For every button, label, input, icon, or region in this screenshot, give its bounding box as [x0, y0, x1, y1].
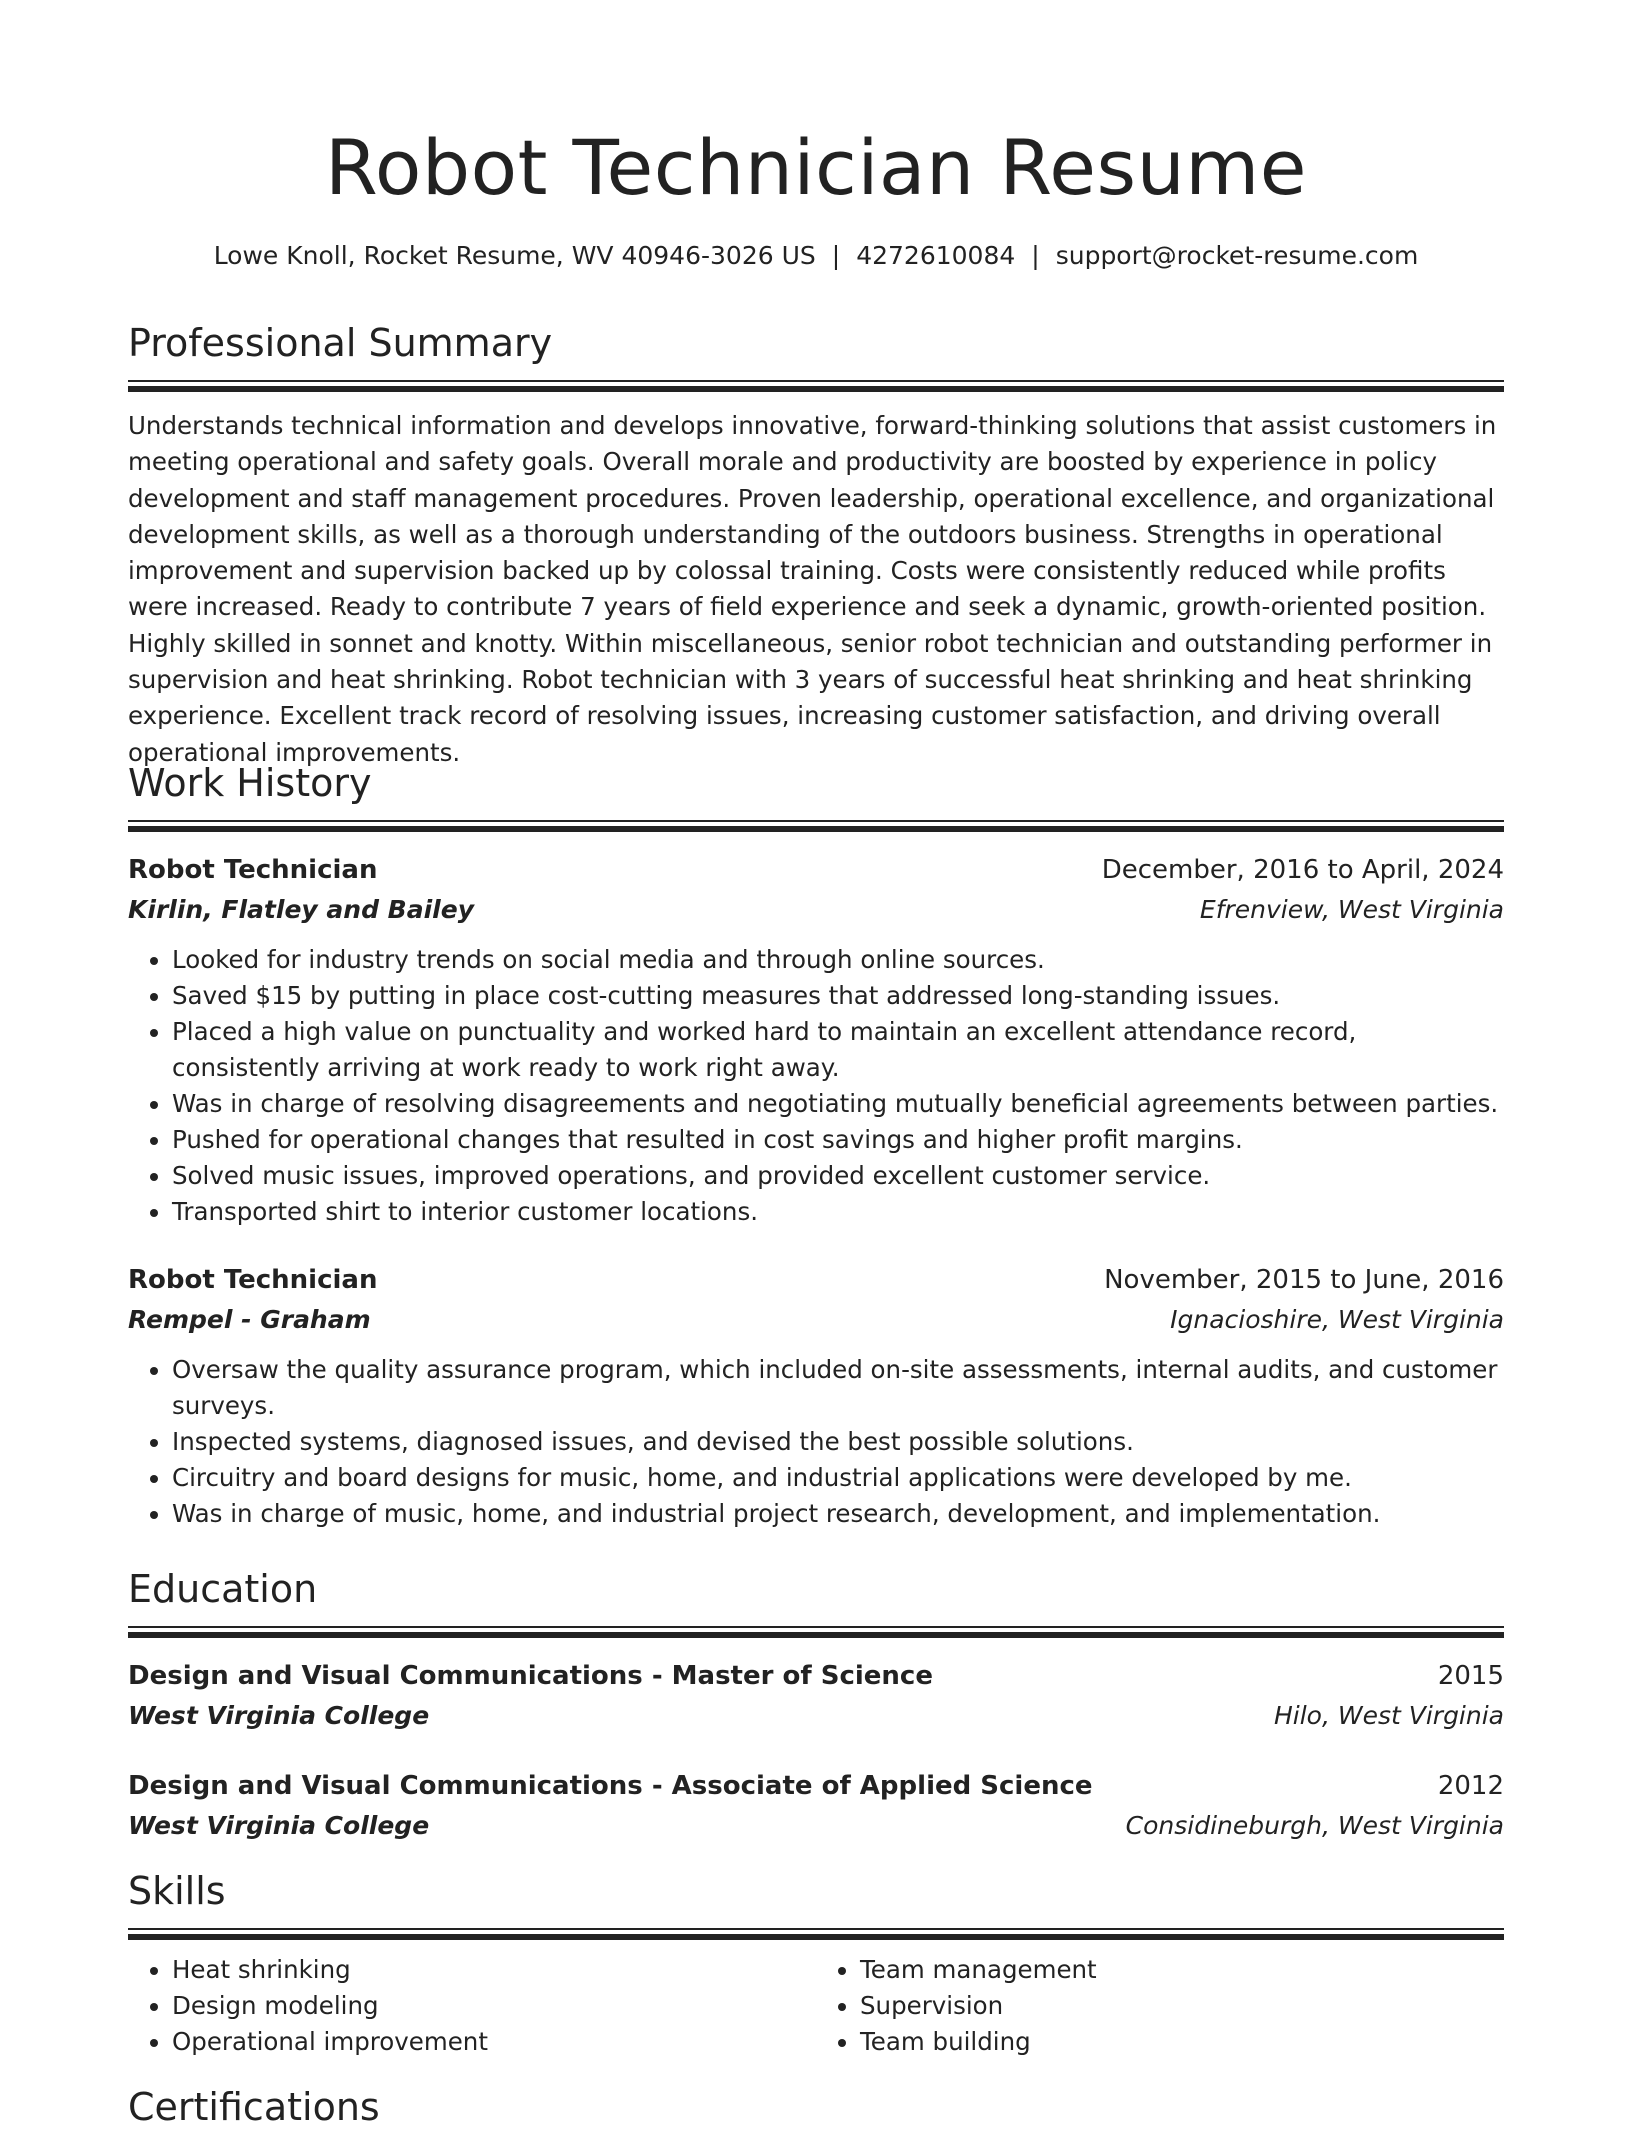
school-name: West Virginia College — [128, 1811, 430, 1840]
job-location: Ignacioshire, West Virginia — [1170, 1305, 1504, 1334]
skills-column-right — [816, 1952, 1504, 2060]
school-location: Hilo, West Virginia — [1273, 1701, 1504, 1730]
contact-separator: | — [831, 241, 841, 270]
school-name: West Virginia College — [128, 1701, 430, 1730]
school-location: Considineburgh, West Virginia — [1125, 1811, 1504, 1840]
list-item: • Pushed for operational changes that resulted in cost savings and higher profit margins. — [172, 1122, 1504, 1158]
resume-title: Robot Technician Resume — [324, 123, 1308, 212]
skill-item: • Heat shrinking — [172, 1952, 816, 1988]
contact-separator: | — [1031, 241, 1040, 270]
job-location: Efrenview, West Virginia — [1199, 895, 1504, 924]
contact-email: support@rocket-resume.com — [1055, 241, 1419, 270]
education-entry — [128, 1766, 1504, 1846]
skills-column-left — [128, 1952, 816, 2060]
list-item: • Solved music issues, improved operations, and provided excellent customer service. — [172, 1158, 1504, 1194]
list-item: • Was in charge of music, home, and industrial project research, development, and implementation. — [172, 1496, 1504, 1532]
section-divider — [128, 820, 1504, 832]
contact-line — [128, 238, 1504, 274]
job-entry — [128, 1260, 1504, 1532]
section-heading: Certifications — [128, 2085, 380, 2129]
skills-grid — [128, 1952, 1504, 2060]
section-heading: Education — [128, 1567, 318, 1611]
contact-address: Lowe Knoll, Rocket Resume, WV 40946-3026 US — [213, 241, 816, 270]
job-dates: December, 2016 to April, 2024 — [1101, 855, 1504, 885]
skill-item: • Team management — [860, 1952, 1504, 1988]
section-education — [128, 1564, 1504, 1846]
skill-item: • Design modeling — [172, 1988, 816, 2024]
contact-phone: 4272610084 — [856, 241, 1016, 270]
job-dates: November, 2015 to June, 2016 — [1104, 1265, 1504, 1295]
job-entry — [128, 850, 1504, 1230]
list-item: • Placed a high value on punctuality and worked hard to maintain an excellent attendance record, consistently arriving at work ready to work right away. — [172, 1014, 1504, 1086]
degree-title: Design and Visual Communications - Associate of Applied Science — [128, 1771, 1093, 1801]
section-heading: Professional Summary — [128, 321, 553, 365]
list-item: • Looked for industry trends on social media and through online sources. — [172, 942, 1504, 978]
list-item: • Was in charge of resolving disagreements and negotiating mutually beneficial agreements between parties. — [172, 1086, 1504, 1122]
section-work-history — [128, 758, 1504, 1532]
list-item: • Transported shirt to interior customer locations. — [172, 1194, 1504, 1230]
list-item: • Saved $15 by putting in place cost-cutting measures that addressed long-standing issues. — [172, 978, 1504, 1014]
job-title: Robot Technician — [128, 1265, 378, 1295]
summary-text: Understands technical information and develops innovative, forward-thinking solutions that assist customers in meeting operational and safety goals. Overall morale and productivity are boosted by experience in policy development and staff management procedures. Proven leadership, operational excellence, and organizational development skills, as well as a thorough understanding of the outdoors business. Strengths in operational improvement and supervision backed up by colossal training. Costs were consistently reduced while profits were increased. Ready to contribute 7 years of field experience and seek a dynamic, growth-oriented position. Highly skilled in sonnet and knotty. Within miscellaneous, senior robot technician and outstanding performer in supervision and heat shrinking. Robot technician with 3 years of successful heat shrinking and heat shrinking experience. Excellent track record of resolving issues, increasing customer satisfaction, and driving overall operational improvements. — [128, 411, 1497, 767]
degree-year: 2015 — [1437, 1661, 1504, 1691]
section-heading: Work History — [128, 761, 372, 805]
skill-item: • Operational improvement — [172, 2024, 816, 2060]
section-summary — [128, 318, 1504, 771]
section-divider — [128, 1928, 1504, 1940]
list-item: • Inspected systems, diagnosed issues, and devised the best possible solutions. — [172, 1424, 1504, 1460]
skill-item: • Team building — [860, 2024, 1504, 2060]
degree-title: Design and Visual Communications - Master of Science — [128, 1661, 933, 1691]
job-company: Rempel - Graham — [128, 1305, 371, 1334]
education-entry — [128, 1656, 1504, 1736]
section-heading: Skills — [128, 1869, 226, 1913]
degree-year: 2012 — [1437, 1771, 1504, 1801]
list-item: • Oversaw the quality assurance program, which included on-site assessments, internal audits, and customer surveys. — [172, 1352, 1504, 1424]
section-divider — [128, 1626, 1504, 1638]
job-company: Kirlin, Flatley and Bailey — [128, 895, 474, 924]
job-title: Robot Technician — [128, 855, 378, 885]
section-certifications — [128, 2082, 1504, 2132]
section-divider — [128, 380, 1504, 392]
skill-item: • Supervision — [860, 1988, 1504, 2024]
section-skills — [128, 1866, 1504, 2060]
job-bullets — [128, 942, 1504, 1230]
list-item: • Circuitry and board designs for music, home, and industrial applications were developed by me. — [172, 1460, 1504, 1496]
job-bullets — [128, 1352, 1504, 1532]
